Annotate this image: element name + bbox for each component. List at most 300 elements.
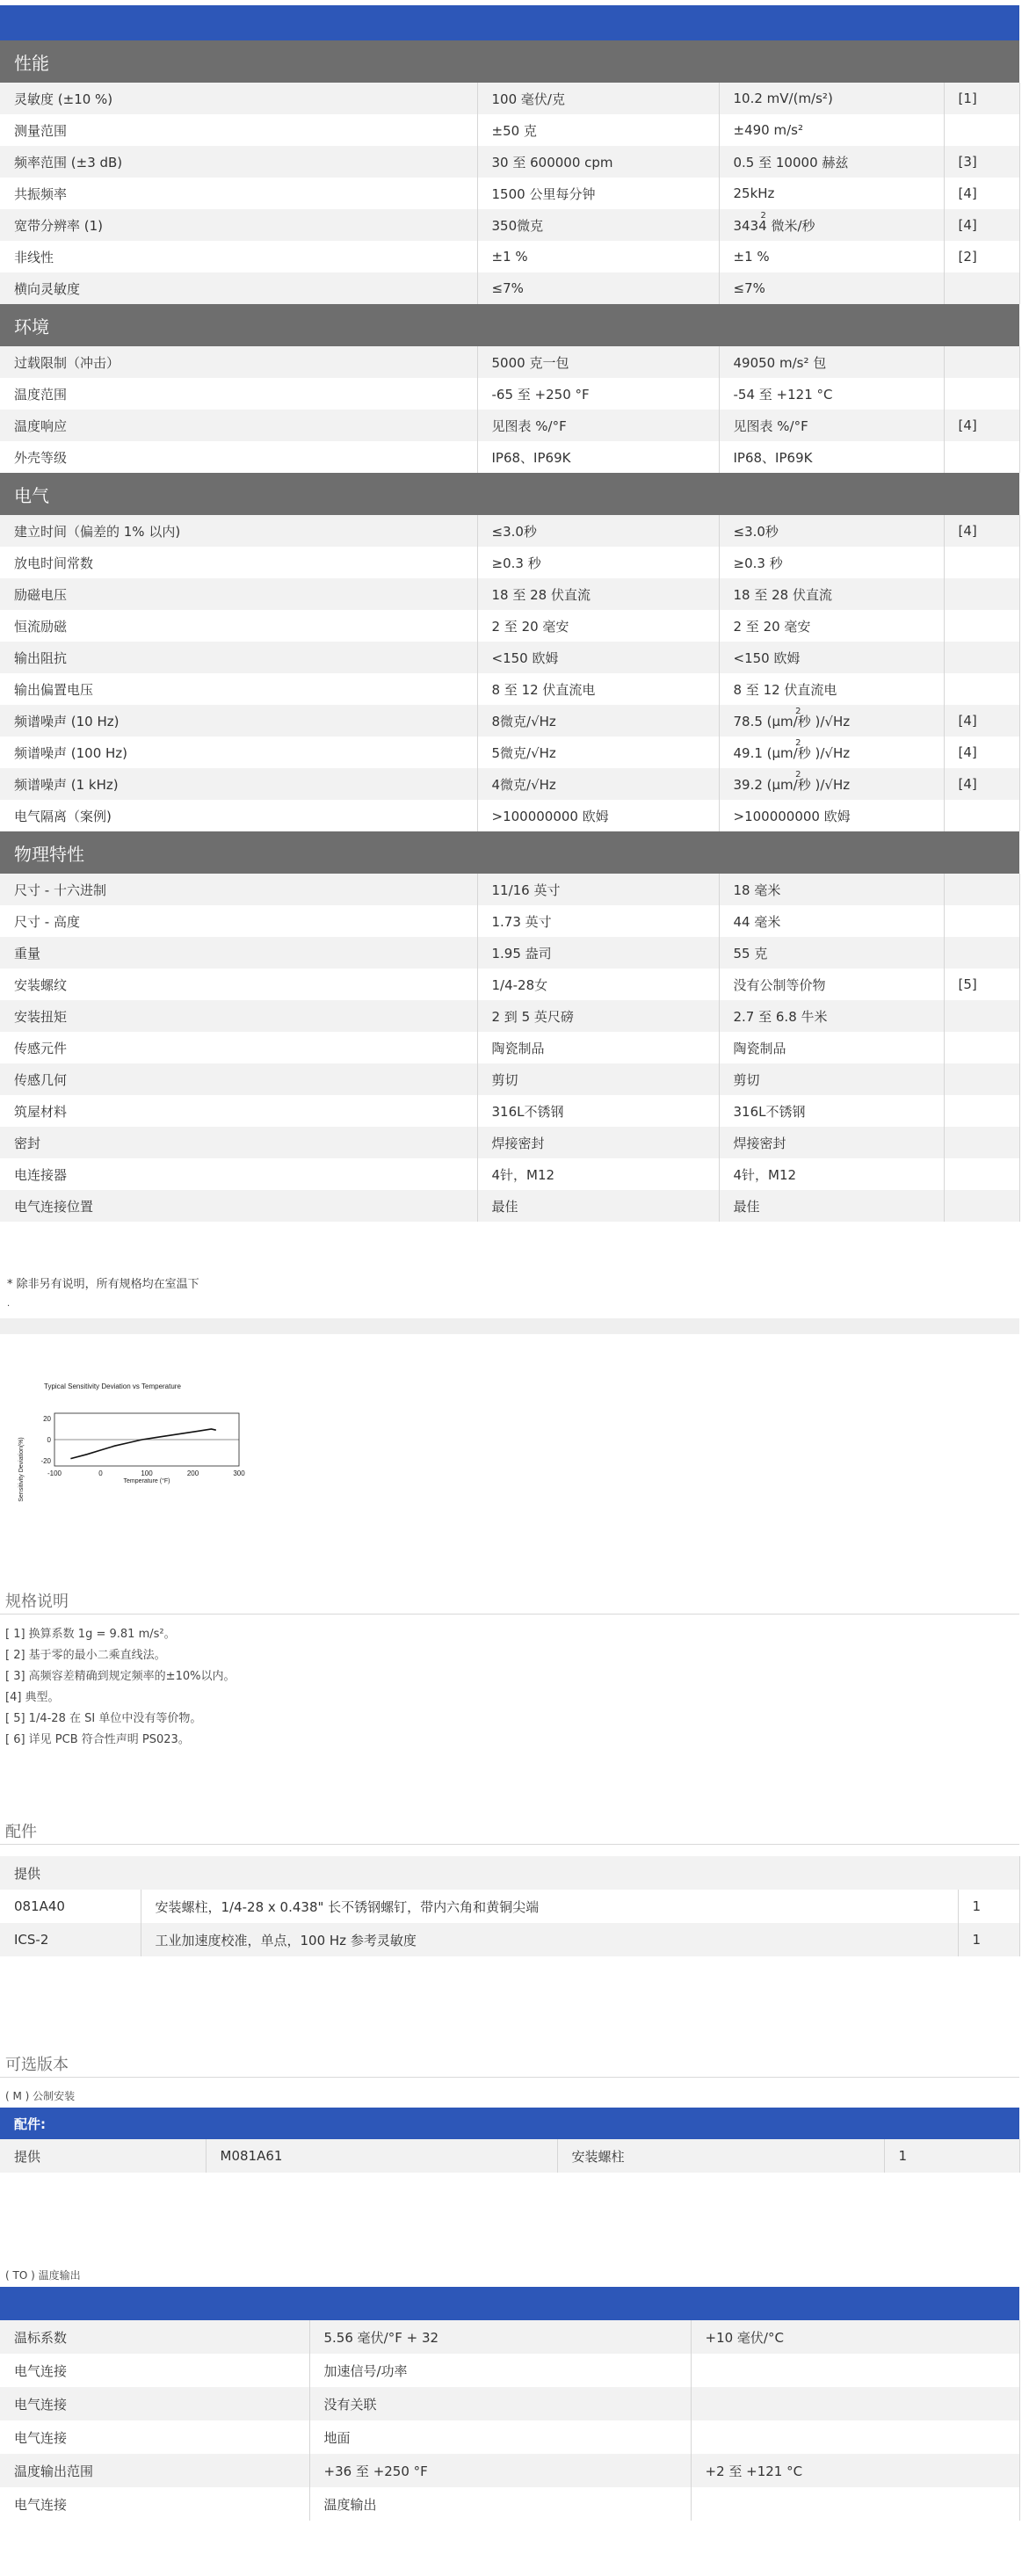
spec-label — [0, 705, 477, 737]
spec-note — [944, 578, 1019, 610]
spec-cell-text: 2 到 5 英尺磅 — [491, 1008, 574, 1025]
temp-output-cell: +36 至 +250 °F — [309, 2454, 691, 2487]
temp-output-cell — [691, 2387, 1019, 2420]
spec-value-imperial — [477, 1095, 719, 1127]
spec-cell-text: 49050 m/s² 包 — [733, 354, 827, 371]
spec-cell-text: 输出偏置电压 — [14, 681, 94, 698]
spec-note — [944, 937, 1019, 969]
accessory-qty: 1 — [958, 1923, 1019, 1956]
spec-note — [944, 515, 1019, 547]
spec-value-imperial — [477, 1000, 719, 1032]
spec-label — [0, 768, 477, 800]
spec-cell-text: 见图表 %/°F — [491, 417, 567, 434]
spec-note — [944, 737, 1019, 768]
spec-cell-text: [4] — [958, 744, 977, 760]
spec-value-imperial — [477, 346, 719, 378]
spec-note — [944, 1158, 1019, 1190]
spec-label — [0, 1000, 477, 1032]
spec-note — [944, 1095, 1019, 1127]
spec-label — [0, 83, 477, 114]
temp-output-cell: 地面 — [309, 2420, 691, 2454]
accessories-table — [0, 1856, 1020, 1956]
gray-divider-bar — [0, 1318, 1019, 1334]
spec-label — [0, 969, 477, 1000]
spec-cell-text: 2 至 20 毫安 — [491, 618, 569, 635]
accessories-header: 提供 — [0, 1856, 1019, 1890]
spec-cell-text: 18 毫米 — [733, 882, 781, 898]
temp-output-cell: 电气连接 — [0, 2420, 309, 2454]
temp-output-label: ( TO ) 温度输出 — [5, 2269, 81, 2282]
temp-output-cell: 电气连接 — [0, 2354, 309, 2387]
spec-cell-text: 最佳 — [491, 1198, 518, 1215]
spec-value-si — [719, 441, 944, 473]
footnote-room-temp: * 除非另有说明，所有规格均在室温下 — [7, 1278, 199, 1291]
metric-mount-label: ( M ) 公制安装 — [5, 2090, 76, 2102]
spec-cell-text: 放电时间常数 — [14, 555, 94, 571]
spec-value-imperial — [477, 410, 719, 441]
spec-label — [0, 146, 477, 178]
x-tick-label: 300 — [233, 1469, 245, 1477]
spec-cell-text: 过载限制（冲击） — [14, 354, 120, 371]
accessory-description: 工业加速度校准，单点，100 Hz 参考灵敏度 — [141, 1923, 958, 1956]
spec-cell-text: 陶瓷制品 — [491, 1040, 545, 1056]
temp-output-cell: 温度输出范围 — [0, 2454, 309, 2487]
spec-value-imperial — [477, 241, 719, 272]
spec-value-si — [719, 969, 944, 1000]
spec-cell-text: 陶瓷制品 — [733, 1040, 786, 1056]
spec-cell-text: [1] — [958, 91, 977, 106]
spec-value-imperial — [477, 378, 719, 410]
accessories-heading: 配件 — [5, 1823, 37, 1841]
spec-label — [0, 1063, 477, 1095]
accessory-model: ICS-2 — [0, 1923, 141, 1956]
spec-label — [0, 937, 477, 969]
spec-note — [944, 441, 1019, 473]
spec-cell-text: [5] — [958, 976, 977, 992]
spec-note — [944, 673, 1019, 705]
spec-value-si — [719, 578, 944, 610]
spec-cell-text: 横向灵敏度 — [14, 280, 81, 297]
temp-output-cell — [691, 2487, 1019, 2521]
spec-value-si — [719, 209, 944, 241]
spec-label — [0, 241, 477, 272]
spec-value-si — [719, 642, 944, 673]
spec-value-imperial — [477, 1063, 719, 1095]
spec-label — [0, 410, 477, 441]
spec-note — [944, 83, 1019, 114]
spec-value-si — [719, 1032, 944, 1063]
note-item: [ 2] 基于零的最小二乘直线法。 — [5, 1649, 166, 1662]
spec-cell-text: 见图表 %/°F — [733, 417, 808, 434]
spec-cell-text: 励磁电压 — [14, 586, 68, 603]
temp-output-cell: 电气连接 — [0, 2387, 309, 2420]
spec-label — [0, 272, 477, 304]
spec-cell-text: 筑屋材料 — [14, 1103, 68, 1120]
spec-value-si — [719, 1127, 944, 1158]
notes-heading: 规格说明 — [5, 1593, 69, 1611]
spec-cell-text: [2] — [958, 249, 977, 265]
spec-cell-text: 2.7 至 6.8 牛米 — [733, 1008, 828, 1025]
spec-note — [944, 969, 1019, 1000]
temp-output-cell: 没有关联 — [309, 2387, 691, 2420]
metric-table — [0, 2139, 1020, 2173]
spec-value-si — [719, 737, 944, 768]
metric-cell: 安装螺柱 — [557, 2139, 884, 2173]
spec-value-imperial — [477, 272, 719, 304]
spec-label — [0, 346, 477, 378]
spec-cell-text: 5000 克一包 — [491, 354, 569, 371]
section-header: 物理特性 — [0, 831, 1019, 874]
spec-value-si — [719, 610, 944, 642]
spec-value-imperial — [477, 1158, 719, 1190]
spec-value-si — [719, 272, 944, 304]
spec-cell-text: ≤7% — [733, 280, 765, 296]
spec-note — [944, 905, 1019, 937]
spec-note — [944, 768, 1019, 800]
section-header: 电气 — [0, 473, 1019, 515]
spec-value-imperial — [477, 578, 719, 610]
spec-cell-text: 78.5 (μm/秒 )/√Hz — [733, 713, 851, 729]
graph-ylabel: Sensitivity Deviation(%) — [18, 1437, 25, 1502]
note-item: [ 1] 换算系数 1g = 9.81 m/s²。 — [5, 1628, 176, 1641]
spec-cell-text: ≥0.3 秒 — [733, 555, 783, 571]
accessory-qty: 1 — [958, 1890, 1019, 1923]
spec-value-imperial — [477, 1127, 719, 1158]
spec-value-si — [719, 1000, 944, 1032]
spec-value-si — [719, 673, 944, 705]
spec-cell-text: >100000000 欧姆 — [491, 808, 609, 824]
temp-output-cell — [691, 2420, 1019, 2454]
spec-value-imperial — [477, 673, 719, 705]
spec-value-si — [719, 178, 944, 209]
spec-note — [944, 705, 1019, 737]
spec-value-si — [719, 874, 944, 905]
accessories-divider — [0, 1844, 1019, 1845]
spec-value-si — [719, 547, 944, 578]
spec-note — [944, 272, 1019, 304]
spec-cell-text: 30 至 600000 cpm — [491, 154, 613, 171]
spec-value-imperial — [477, 178, 719, 209]
spec-cell-text: ±1 % — [491, 249, 528, 265]
spec-value-imperial — [477, 515, 719, 547]
spec-note — [944, 209, 1019, 241]
spec-cell-text: ≤7% — [491, 280, 524, 296]
spec-cell-text: ±1 % — [733, 249, 770, 265]
spec-label — [0, 1095, 477, 1127]
spec-cell-text: 44 毫米 — [733, 913, 781, 930]
spec-cell-text: 316L不锈钢 — [491, 1103, 564, 1120]
spec-note — [944, 1063, 1019, 1095]
spec-cell-text: 1500 公里每分钟 — [491, 185, 596, 202]
spec-cell-text: 11/16 英寸 — [491, 882, 561, 898]
spec-note — [944, 378, 1019, 410]
temp-output-cell: 温度输出 — [309, 2487, 691, 2521]
spec-cell-text: 宽带分辨率 (1) — [14, 217, 104, 234]
spec-label — [0, 1190, 477, 1222]
spec-label — [0, 905, 477, 937]
spec-cell-text: ±50 克 — [491, 122, 537, 139]
temp-output-cell: +10 毫伏/°C — [691, 2320, 1019, 2354]
spec-value-si — [719, 1095, 944, 1127]
temp-output-cell: 电气连接 — [0, 2487, 309, 2521]
spec-value-si — [719, 1190, 944, 1222]
superscript: 2 — [760, 210, 766, 221]
spec-label — [0, 378, 477, 410]
spec-cell-text: 4微克/√Hz — [491, 776, 556, 793]
spec-cell-text: 3434 微米/秒 — [733, 217, 815, 234]
spec-cell-text: <150 欧姆 — [491, 649, 559, 666]
spec-cell-text: 电气连接位置 — [14, 1198, 94, 1215]
x-tick-label: 100 — [141, 1469, 153, 1477]
spec-cell-text: 1.73 英寸 — [491, 913, 552, 930]
spec-cell-text: 密封 — [14, 1135, 41, 1151]
spec-cell-text: 重量 — [14, 945, 41, 961]
spec-label — [0, 1158, 477, 1190]
spec-cell-text: IP68、IP69K — [733, 449, 813, 466]
spec-value-imperial — [477, 874, 719, 905]
spec-cell-text: 39.2 (μm/秒 )/√Hz — [733, 776, 851, 793]
spec-note — [944, 547, 1019, 578]
spec-cell-text: 传感元件 — [14, 1040, 68, 1056]
spec-label — [0, 114, 477, 146]
spec-cell-text: 316L不锈钢 — [733, 1103, 806, 1120]
spec-label — [0, 178, 477, 209]
dot-text: . — [7, 1299, 11, 1309]
superscript: 2 — [795, 769, 801, 780]
temp-output-cell: 温标系数 — [0, 2320, 309, 2354]
spec-cell-text: 剪切 — [491, 1071, 518, 1088]
spec-cell-text: <150 欧姆 — [733, 649, 801, 666]
notes-divider — [0, 1614, 1019, 1615]
superscript: 2 — [795, 706, 801, 716]
spec-note — [944, 1032, 1019, 1063]
spec-note — [944, 146, 1019, 178]
temp-output-cell: 5.56 毫伏/°F + 32 — [309, 2320, 691, 2354]
graph-xlabel: Temperature (°F) — [123, 1478, 170, 1484]
spec-value-imperial — [477, 1190, 719, 1222]
spec-cell-text: 电气隔离（案例) — [14, 808, 112, 824]
spec-label — [0, 737, 477, 768]
spec-cell-text: [4] — [958, 523, 977, 539]
spec-value-imperial — [477, 146, 719, 178]
spec-label — [0, 673, 477, 705]
spec-cell-text: 0.5 至 10000 赫兹 — [733, 154, 849, 171]
spec-cell-text: 频谱噪声 (1 kHz) — [14, 776, 119, 793]
spec-cell-text: 焊接密封 — [733, 1135, 786, 1151]
spec-value-si — [719, 800, 944, 831]
note-item: [ 3] 高频容差精确到规定频率的±10%以内。 — [5, 1670, 236, 1683]
spec-cell-text: IP68、IP69K — [491, 449, 571, 466]
spec-cell-text: 4针，M12 — [491, 1166, 555, 1183]
spec-value-si — [719, 146, 944, 178]
metric-cell: 提供 — [0, 2139, 206, 2173]
x-tick-label: -100 — [47, 1469, 62, 1477]
spec-cell-text: 最佳 — [733, 1198, 760, 1215]
temp-output-cell: +2 至 +121 °C — [691, 2454, 1019, 2487]
spec-cell-text: 安装螺纹 — [14, 976, 68, 993]
spec-cell-text: 1.95 盎司 — [491, 945, 552, 961]
sensitivity-graph — [0, 1371, 264, 1503]
spec-cell-text: 350微克 — [491, 217, 544, 234]
spec-note — [944, 874, 1019, 905]
spec-value-imperial — [477, 737, 719, 768]
spec-note — [944, 178, 1019, 209]
spec-cell-text: 测量范围 — [14, 122, 68, 139]
spec-value-si — [719, 937, 944, 969]
spec-cell-text: 10.2 mV/(m/s²) — [733, 91, 833, 106]
spec-label — [0, 1032, 477, 1063]
spec-cell-text: [4] — [958, 776, 977, 792]
temp-output-bar — [0, 2287, 1019, 2320]
spec-cell-text: 55 克 — [733, 945, 768, 961]
temp-output-table — [0, 2320, 1020, 2521]
spec-cell-text: ≤3.0秒 — [491, 523, 537, 540]
spec-cell-text: 没有公制等价物 — [733, 976, 826, 993]
spec-value-si — [719, 410, 944, 441]
spec-cell-text: 18 至 28 伏直流 — [491, 586, 591, 603]
spec-value-imperial — [477, 768, 719, 800]
spec-value-si — [719, 83, 944, 114]
spec-label — [0, 874, 477, 905]
y-tick-label: -20 — [40, 1457, 51, 1465]
spec-cell-text: 100 毫伏/克 — [491, 91, 565, 107]
spec-cell-text: 恒流励磁 — [14, 618, 68, 635]
spec-cell-text: 剪切 — [733, 1071, 760, 1088]
accessory-model: 081A40 — [0, 1890, 141, 1923]
spec-value-si — [719, 905, 944, 937]
spec-cell-text: 频谱噪声 (10 Hz) — [14, 713, 120, 729]
spec-cell-text: 1/4-28女 — [491, 976, 548, 993]
spec-cell-text: 8 至 12 伏直流电 — [491, 681, 596, 698]
note-item: [ 6] 详见 PCB 符合性声明 PS023。 — [5, 1733, 190, 1746]
spec-cell-text: -65 至 +250 °F — [491, 386, 590, 403]
spec-value-imperial — [477, 905, 719, 937]
spec-cell-text: 非线性 — [14, 249, 54, 265]
spec-value-si — [719, 768, 944, 800]
spec-cell-text: 传感几何 — [14, 1071, 68, 1088]
spec-cell-text: [4] — [958, 713, 977, 729]
optional-heading: 可选版本 — [5, 2056, 69, 2074]
spec-label — [0, 578, 477, 610]
spec-cell-text: 输出阻抗 — [14, 649, 68, 666]
spec-value-imperial — [477, 83, 719, 114]
spec-note — [944, 346, 1019, 378]
spec-cell-text: ≥0.3 秒 — [491, 555, 541, 571]
top-bar — [0, 5, 1019, 40]
spec-note — [944, 800, 1019, 831]
spec-cell-text: 5微克/√Hz — [491, 744, 556, 761]
spec-value-si — [719, 346, 944, 378]
spec-value-si — [719, 705, 944, 737]
spec-cell-text: 8 至 12 伏直流电 — [733, 681, 837, 698]
spec-note — [944, 241, 1019, 272]
spec-value-si — [719, 114, 944, 146]
section-header: 环境 — [0, 304, 1019, 346]
metric-bar-label: 配件: — [14, 2116, 46, 2132]
spec-value-imperial — [477, 114, 719, 146]
spec-cell-text: 灵敏度 (±10 %) — [14, 91, 113, 107]
spec-value-imperial — [477, 969, 719, 1000]
spec-value-imperial — [477, 705, 719, 737]
spec-cell-text: 共振频率 — [14, 185, 68, 202]
spec-cell-text: 4针，M12 — [733, 1166, 797, 1183]
spec-cell-text: ±490 m/s² — [733, 122, 803, 138]
y-tick-label: 20 — [43, 1415, 51, 1423]
graph-title: Typical Sensitivity Deviation vs Temperature — [44, 1382, 181, 1390]
spec-table — [0, 40, 1020, 1222]
spec-value-imperial — [477, 642, 719, 673]
spec-cell-text: 安装扭矩 — [14, 1008, 68, 1025]
metric-cell: M081A61 — [206, 2139, 557, 2173]
spec-value-imperial — [477, 800, 719, 831]
spec-value-imperial — [477, 1032, 719, 1063]
spec-value-si — [719, 1063, 944, 1095]
spec-note — [944, 1190, 1019, 1222]
y-tick-label: 0 — [47, 1436, 51, 1444]
spec-cell-text: 建立时间（偏差的 1% 以内) — [14, 523, 181, 540]
spec-value-si — [719, 1158, 944, 1190]
x-tick-label: 200 — [186, 1469, 199, 1477]
temp-output-cell — [691, 2354, 1019, 2387]
spec-cell-text: [4] — [958, 417, 977, 433]
spec-cell-text: -54 至 +121 °C — [733, 386, 833, 403]
spec-cell-text: 外壳等级 — [14, 449, 68, 466]
spec-label — [0, 441, 477, 473]
spec-value-imperial — [477, 937, 719, 969]
spec-label — [0, 642, 477, 673]
spec-value-imperial — [477, 441, 719, 473]
spec-note — [944, 1127, 1019, 1158]
spec-note — [944, 610, 1019, 642]
spec-cell-text: 8微克/√Hz — [491, 713, 556, 729]
spec-note — [944, 114, 1019, 146]
spec-note — [944, 642, 1019, 673]
spec-cell-text: 25kHz — [733, 185, 775, 201]
spec-cell-text: 温度范围 — [14, 386, 68, 403]
spec-value-si — [719, 241, 944, 272]
spec-cell-text: 频谱噪声 (100 Hz) — [14, 744, 128, 761]
spec-value-imperial — [477, 610, 719, 642]
spec-cell-text: 尺寸 - 十六进制 — [14, 882, 106, 898]
spec-cell-text: [3] — [958, 154, 977, 170]
graph-series-line — [70, 1429, 215, 1459]
spec-label — [0, 610, 477, 642]
spec-cell-text: 电连接器 — [14, 1166, 68, 1183]
spec-cell-text: [4] — [958, 217, 977, 233]
note-item: [ 5] 1/4-28 在 SI 单位中没有等价物。 — [5, 1712, 202, 1725]
spec-cell-text: 49.1 (μm/秒 )/√Hz — [733, 744, 851, 761]
note-item: [4] 典型。 — [5, 1691, 60, 1704]
metric-bar — [0, 2108, 1019, 2139]
temp-output-cell: 加速信号/功率 — [309, 2354, 691, 2387]
section-header: 性能 — [0, 40, 1019, 83]
spec-label — [0, 547, 477, 578]
spec-label — [0, 1127, 477, 1158]
accessory-description: 安装螺柱，1/4-28 x 0.438" 长不锈钢螺钉，带内六角和黄铜尖端 — [141, 1890, 958, 1923]
optional-divider — [0, 2077, 1019, 2078]
spec-label — [0, 515, 477, 547]
superscript: 2 — [795, 737, 801, 748]
spec-value-si — [719, 515, 944, 547]
spec-value-imperial — [477, 547, 719, 578]
spec-note — [944, 410, 1019, 441]
spec-cell-text: 温度响应 — [14, 417, 68, 434]
spec-value-imperial — [477, 209, 719, 241]
spec-cell-text: [4] — [958, 185, 977, 201]
spec-cell-text: 18 至 28 伏直流 — [733, 586, 832, 603]
spec-cell-text: >100000000 欧姆 — [733, 808, 851, 824]
x-tick-label: 0 — [98, 1469, 103, 1477]
